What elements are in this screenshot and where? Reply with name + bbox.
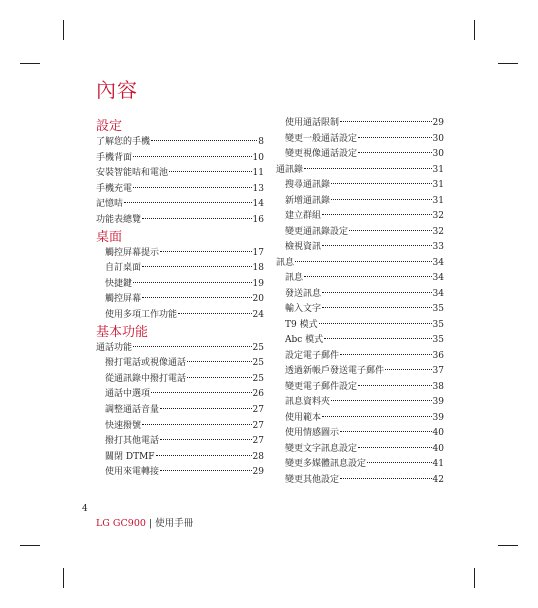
toc-entry[interactable]: 新增通訊錄 31 — [285, 195, 444, 206]
toc-entry[interactable]: 功能表總覽 16 — [96, 214, 264, 225]
section-heading: 桌面 — [96, 229, 123, 245]
footer-text: 使用手冊 — [155, 518, 194, 529]
toc-entry[interactable]: 檢視資訊 33 — [285, 242, 444, 252]
toc-entry[interactable]: 變更其他設定 42 — [285, 474, 444, 485]
footer-brand: LG GC900 — [96, 518, 146, 529]
crop-mark — [20, 63, 40, 64]
toc-entry[interactable]: 觸控屏幕 20 — [105, 294, 264, 305]
toc-entry[interactable]: 變更多媒體訊息設定 41 — [285, 459, 444, 469]
toc-entry[interactable]: 了解您的手機 8 — [96, 137, 264, 147]
toc-entry[interactable]: 自訂桌面 18 — [105, 263, 264, 274]
toc-entry[interactable]: 使用多項工作功能 24 — [105, 309, 264, 320]
toc-entry[interactable]: 訊息 34 — [285, 273, 444, 283]
toc-entry[interactable]: 快速撥號 27 — [105, 420, 264, 431]
toc-entry[interactable]: 手機充電 13 — [96, 183, 264, 194]
toc-entry[interactable]: 輸入文字 35 — [285, 304, 444, 314]
toc-entry[interactable]: 通話功能 25 — [96, 342, 264, 353]
toc-entry[interactable]: 安裝智能咭和電池 11 — [96, 168, 264, 179]
footer-separator: | — [148, 518, 153, 529]
page-title: 內容 — [96, 78, 138, 102]
toc-entry[interactable]: 使用來電轉接 29 — [105, 467, 264, 478]
section-heading: 基本功能 — [96, 324, 149, 340]
toc-entry[interactable]: 使用通話限制 29 — [285, 118, 444, 128]
toc-entry[interactable]: 記憶咭 14 — [96, 199, 264, 210]
toc-entry[interactable]: 建立群組 32 — [285, 211, 444, 221]
toc-entry[interactable]: 變更電子郵件設定 38 — [285, 381, 444, 392]
toc-entry[interactable]: 變更視像通話設定 30 — [285, 149, 444, 159]
crop-mark — [63, 20, 64, 40]
toc-entry[interactable]: 通話中選項 26 — [105, 389, 264, 400]
crop-mark — [63, 568, 64, 588]
toc-entry[interactable]: 搜尋通訊錄 31 — [285, 180, 444, 190]
crop-mark — [498, 63, 518, 64]
toc-entry[interactable]: 變更文字訊息設定 40 — [285, 443, 444, 454]
toc-entry[interactable]: 調整通話音量 27 — [105, 404, 264, 415]
toc-entry[interactable]: T9 模式 35 — [285, 319, 444, 330]
section-heading: 設定 — [96, 119, 123, 134]
toc-entry[interactable]: 透過新帳戶發送電子郵件 37 — [285, 366, 444, 376]
toc-entry[interactable]: 手機背面 10 — [96, 152, 264, 163]
toc-entry[interactable]: 訊息資料夾 39 — [285, 397, 444, 407]
toc-right-column — [276, 116, 444, 488]
toc-entry[interactable]: 撥打其他電話 27 — [105, 436, 264, 447]
crop-mark — [474, 20, 475, 40]
crop-mark — [498, 545, 518, 546]
toc-entry[interactable]: 變更一般通話設定 30 — [285, 133, 444, 144]
toc-left-column — [96, 118, 264, 481]
toc-entry[interactable]: 變更通訊錄設定 32 — [285, 226, 444, 237]
toc-entry[interactable]: 觸控屏幕提示 17 — [105, 247, 264, 258]
toc-entry[interactable]: 使用情感圖示 40 — [285, 428, 444, 438]
toc-entry[interactable]: 通訊錄 31 — [276, 164, 444, 175]
toc-entry[interactable]: 撥打電話或視像通話 25 — [105, 358, 264, 369]
toc-entry[interactable]: Abc 模式 35 — [285, 335, 444, 345]
toc-entry[interactable]: 發送訊息 34 — [285, 288, 444, 299]
crop-mark — [20, 545, 40, 546]
crop-mark — [474, 568, 475, 588]
toc-entry[interactable]: 使用範本 39 — [285, 412, 444, 423]
footer — [96, 515, 193, 529]
toc-entry[interactable]: 從通訊錄中撥打電話 25 — [105, 373, 264, 384]
page-number: 4 — [82, 504, 88, 514]
toc-entry[interactable]: 關閉 DTMF 28 — [105, 451, 264, 462]
toc-entry[interactable]: 快捷鍵 19 — [105, 278, 264, 289]
toc-entry[interactable]: 訊息 34 — [276, 257, 444, 268]
toc-entry[interactable]: 設定電子郵件 36 — [285, 350, 444, 361]
